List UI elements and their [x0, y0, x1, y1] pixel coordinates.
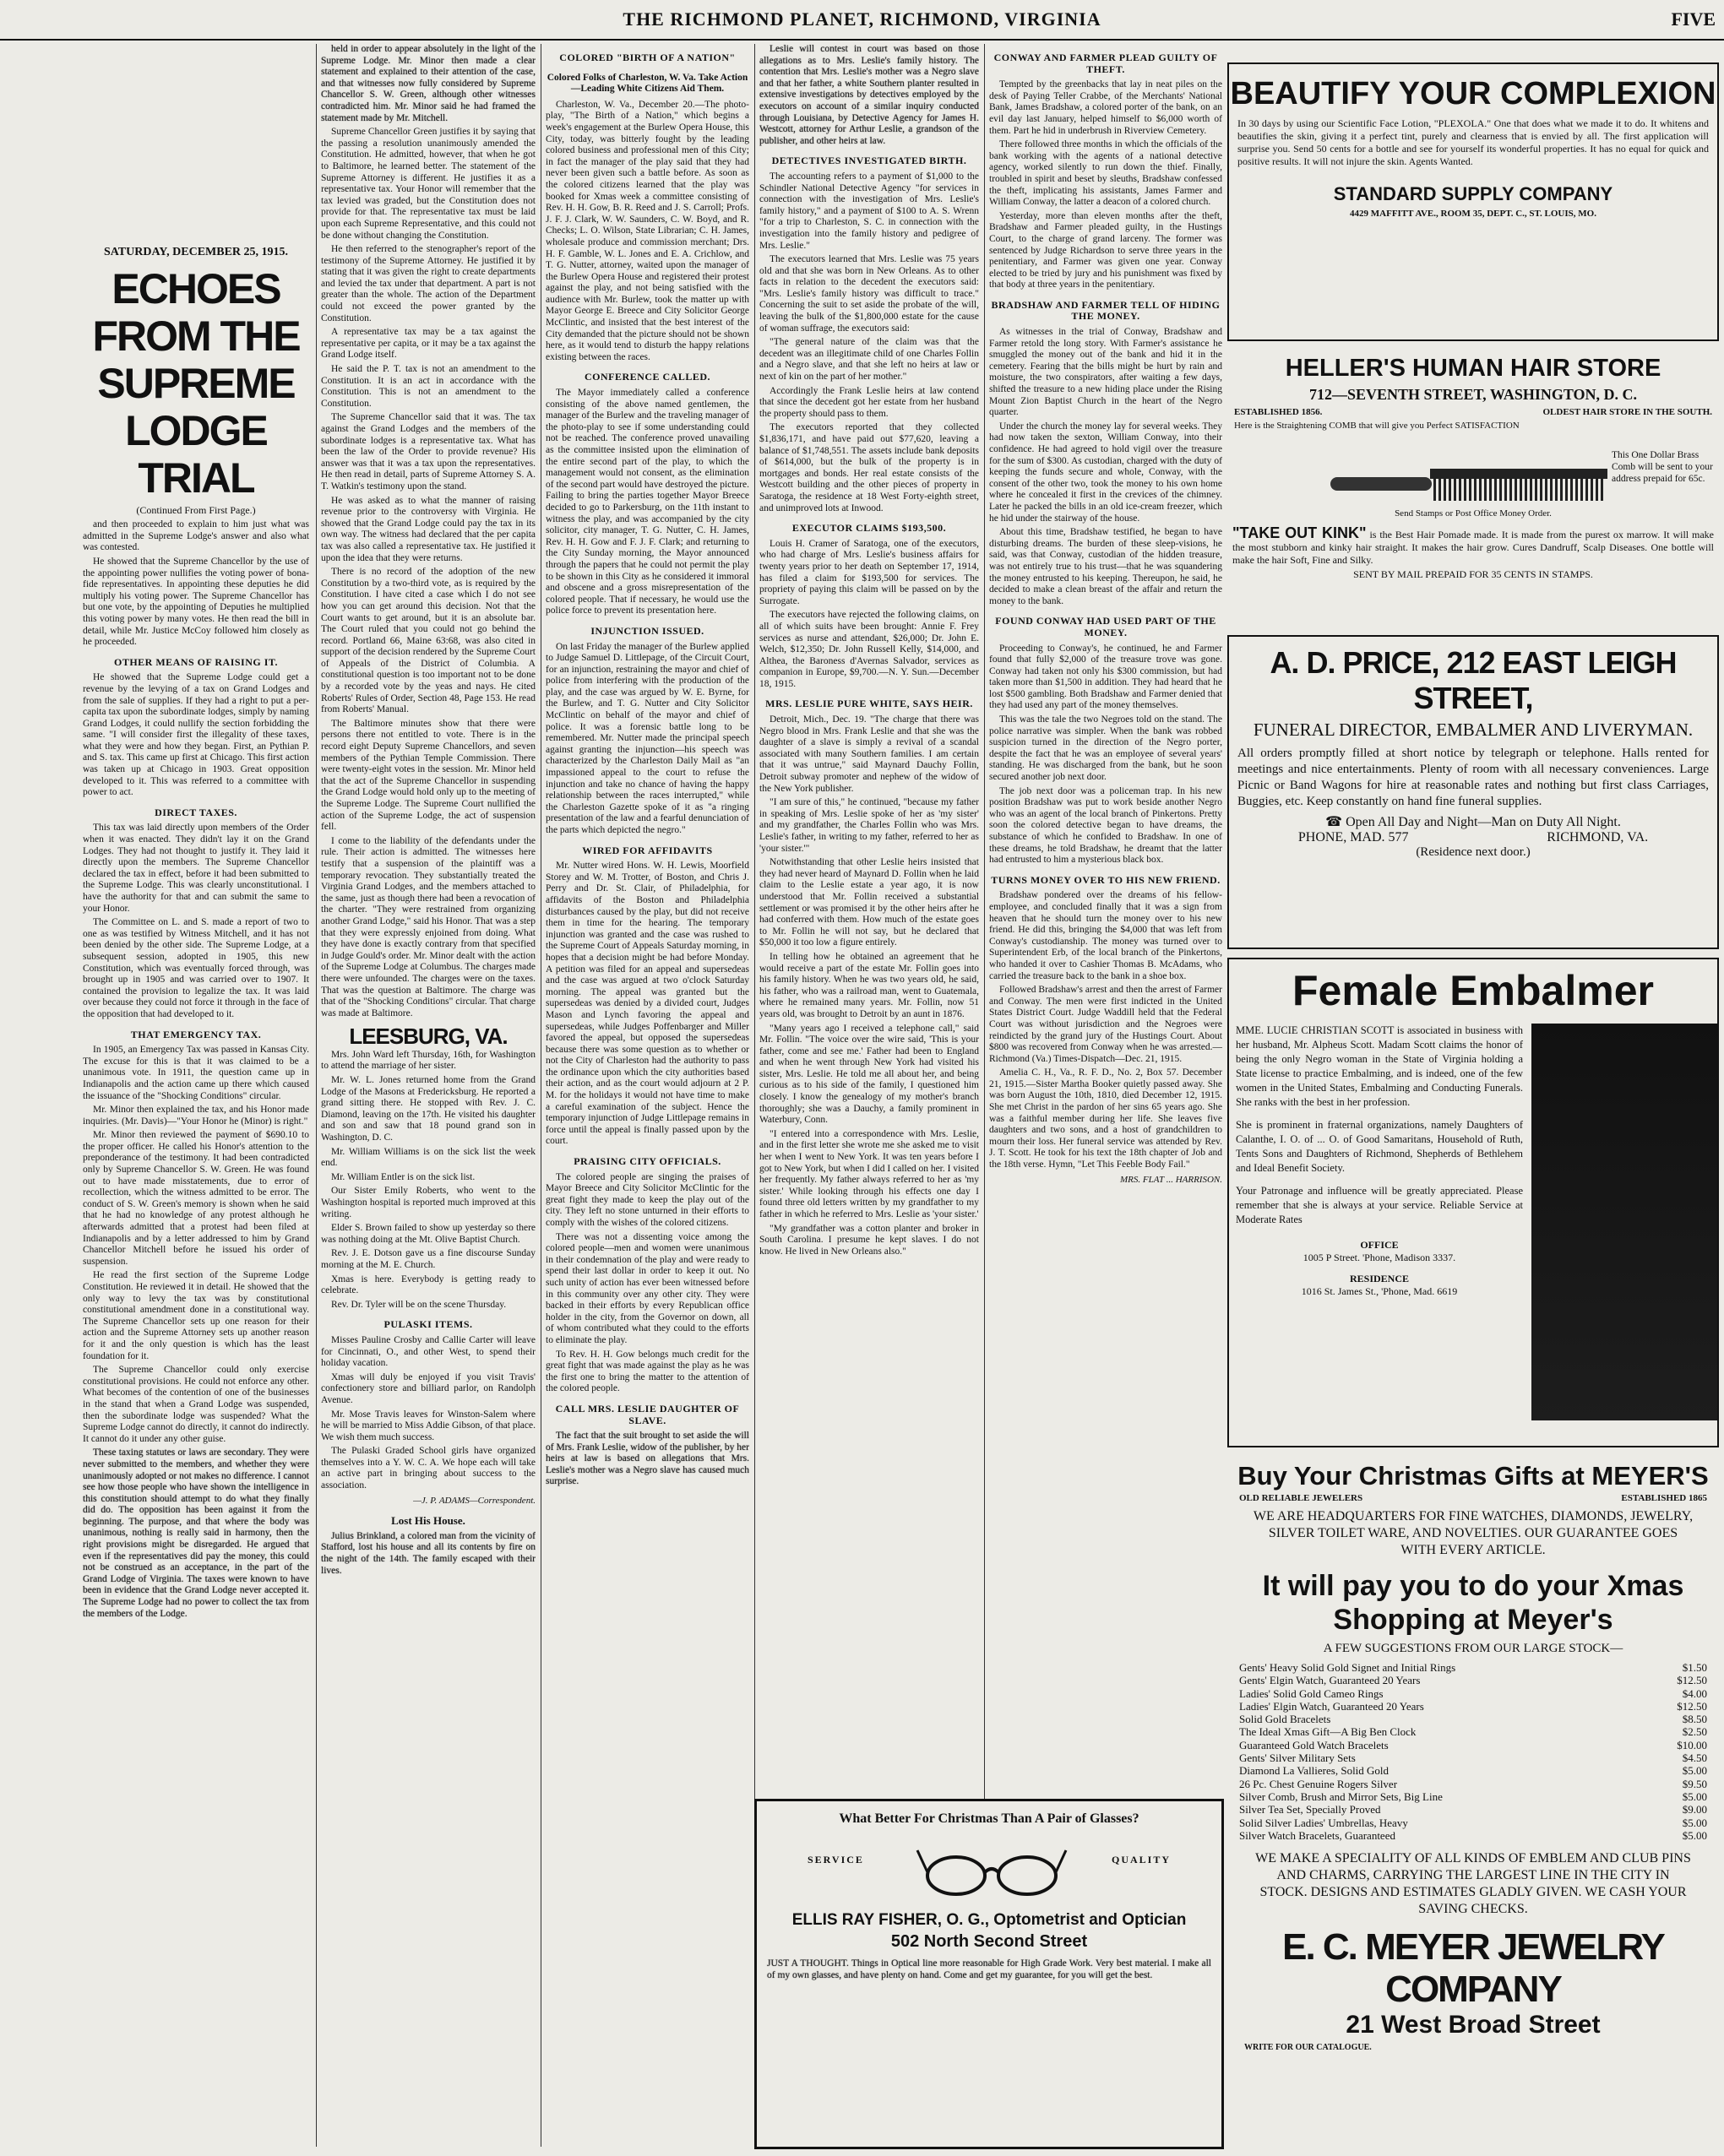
embalmer-ad-body: MME. LUCIE CHRISTIAN SCOTT is associated in business with her husband, Mr. Alpheus Scott. Madam Scott claims the honor of being the only Negro woman in the State of Virginia holding a State license to practice Embalming, and is indeed, one of the few women in the United States, Embalming and Conducting Funerals. She ranks with the best in her profession.: [1236, 1024, 1523, 1108]
column-5: [989, 44, 1222, 1792]
comb-tooth: [1444, 479, 1446, 501]
eyeglasses-icon: [916, 1842, 1068, 1901]
subheading: CALL MRS. LESLIE DAUGHTER OF SLAVE.: [555, 1402, 740, 1426]
embalmer-ad-residence-label: RESIDENCE: [1349, 1273, 1410, 1284]
comb-tooth: [1540, 479, 1542, 501]
heller-ad-title: HELLER'S HUMAN HAIR STORE: [1285, 355, 1661, 382]
price-list-item: [1239, 1803, 1707, 1816]
paragraph: "I entered into a correspondence with Mrs. Leslie, and in the first letter she wrote me she asked me to visit her when I went to New York. It was ten years before I got to New York, but when I did I called on her. I visited her frequently. My father always referred to her as 'my sister.' While looking through his effects one day I found three old letters written by my grandfather to my father in which he referred to Mrs. Leslie as 'your sister.': [759, 1128, 979, 1219]
paragraph: Amelia C. H., Va., R. F. D., No. 2, Box 57. December 21, 1915.—Sister Martha Booker quietly passed away. She was born August the 10th, 1810, died December 12, 1915. She met Christ in the pardon of her sins 65 years ago. She was a faithful member during her life. She leaves five daughters and two sons, and a host of grandchildren to mourn their loss. Her funeral service was attended by Rev. J. T. Scott. He took for his text the 18th chapter of Job and the 18th verse. Hymn, "Let This Feeble Body Fail.": [989, 1067, 1222, 1170]
meyer-ad-pay: It will pay you to do your Xmas Shopping at Meyer's: [1262, 1570, 1684, 1636]
price-list-item-price: $12.50: [1677, 1674, 1707, 1687]
price-list-item: [1239, 1661, 1707, 1674]
paragraph: There was not a dissenting voice among the colored people—men and women were unanimous in their condemnation of the play and were ready to spend their last dollar in order to keep it out. No such unity of action has ever been witnessed before in this community over any other city. They were backed in their efforts by every Republican office holder in the city, from the Governor on down, all of whom contributed what they could to the efforts to eliminate the play.: [546, 1231, 749, 1345]
subheading: DIRECT TAXES.: [155, 806, 237, 818]
paragraph: He showed that the Supreme Lodge could get a revenue by the levying of a tax on Grand Lodges and from the sale of supplies. If they had a right to put a per-capita tax upon the subordinate lodges, simply by naming Grand Lodges, it could nullify the section forbidding the same. "I will consider first the illegality of these taxes, what they were and how they began. First, an Pythian P. and S. tax. This came up first at Chicago. This first action was taken up at Chicago in 1903. Great opposition developed to it. This was referred to a committee with power to act.: [83, 672, 309, 798]
paragraph: The colored people are singing the praises of Mayor Breece and City Solicitor McClintic for the great fight they made to keep the play out of the city. They left no stone unturned in their efforts to comply with the wishes of the colored citizens.: [546, 1171, 749, 1228]
price-list-item-price: $4.50: [1682, 1751, 1707, 1765]
paragraph: Misses Pauline Crosby and Callie Carter will leave for Cincinnati, O., and other West, to spend their holiday vacation.: [321, 1334, 536, 1369]
masthead-title: THE RICHMOND PLANET, RICHMOND, VIRGINIA: [623, 8, 1101, 30]
embalmer-ad-organizations: She is prominent in fraternal organizations, namely Daughters of Calanthe, I. O. of ... O. of Good Samaritans, Household of Ruth, Tents Sons and Daughters of Richmond, Shepherds of Bethlehem and Ideal Benefit Society.: [1236, 1119, 1523, 1174]
embalmer-ad-residence: 1016 St. James St., 'Phone, Mad. 6619: [1301, 1285, 1458, 1297]
paragraph: About this time, Bradshaw testified, he began to have disturbing dreams. The burden of these sleep-visions, he said, was that Conway, custodian of the hidden treasure, was not entirely true to his trust—that he was squandering the money entrusted to his keeping. Thereupon, he said, he decided to make a clean breast of the affair and return the money to the bank.: [989, 527, 1222, 606]
price-list-item-name: Silver Tea Set, Specially Proved: [1239, 1803, 1381, 1817]
issue-date: SATURDAY, DECEMBER 25, 1915.: [103, 246, 289, 258]
advertisement-column: [1227, 44, 1719, 2151]
comb-icon: [1330, 462, 1609, 504]
heller-ad-kink-body: is the Best Hair Pomade made. It is made from the purest ox marrow. It will make the most stubborn and kinky hair straight. It makes the hair grow. Cures Dandruff, Scalp Diseases. One bottle will make the hair Soft, Fine and Silky.: [1232, 529, 1714, 566]
heller-ad-oldest: OLDEST HAIR STORE IN THE SOUTH.: [1542, 407, 1712, 417]
column-1: [83, 44, 309, 2147]
price-list-item-name: 26 Pc. Chest Genuine Rogers Silver: [1239, 1777, 1398, 1790]
paragraph: Under the church the money lay for several weeks. They had now taken the sexton, William Conway, into their confidence. He had agreed to hold vigil over the treasure for the sum of $300. As custodian, charged with the duty of keeping the funds secure and whole, Conway, with the consent of the other two, took the money to his own home where he concealed it first in the crevices of the chimney. Later he packed the bills in an old ice-cream freezer, which he hid under the stairway of the house.: [989, 421, 1222, 524]
paragraph: Mr. Minor then reviewed the payment of $690.10 to the proper officer. He called his Honor's attention to the preponderance of the testimony. It had been contradicted only by Supreme Chancellor S. W. Green. He was found out to have made misstatements, due to error of recollection, which the witness admitted to be error. The conduct of S. W. Green's memory is shown when he said that he had no knowledge of any protest although he afterwards admitted that a protest had been filed at Indianapolis and by a letter addressed to him by Grand Chancellor Mitchell before he issued his order of suspension.: [83, 1130, 309, 1267]
comb-tooth: [1449, 479, 1451, 501]
meyer-ad-headquarters: WE ARE HEADQUARTERS FOR FINE WATCHES, DIAMONDS, JEWELRY, SILVER TOILET WARE, AND NOVELTIES. OUR GUARANTEE GOES WITH EVERY ARTICLE.: [1253, 1509, 1694, 1557]
price-list-item-name: Solid Silver Ladies' Umbrellas, Heavy: [1239, 1816, 1408, 1829]
comb-tooth: [1504, 479, 1507, 501]
paragraph: Followed Bradshaw's arrest and then the arrest of Farmer and Conway. The men were first indicted in the United States District Court. Judge Waddill held that the Federal Court was without jurisdiction and the Negroes were reindicted by the grand jury of the Hustings Court. About $800 was recovered from Conway when he was arrested.—Richmond (Va.) Times-Dispatch—Dec. 21, 1915.: [989, 985, 1222, 1064]
subheading: EXECUTOR CLAIMS $193,500.: [791, 522, 947, 535]
subheading: FOUND CONWAY HAD USED PART OF THE MONEY.: [995, 615, 1216, 638]
paragraph: As witnesses in the trial of Conway, Bradshaw and Farmer retold the long story. With Farmer's assistance he smuggled the money out of the bank and hid it in the cemetery. Fearing that the bills might be hurt by rain and moisture, the two conspirators, after waiting a few days, shifted the treasure to a new hiding place under the Rising Mount Zion Baptist Church in the heart of the Negro quarter.: [989, 327, 1222, 418]
comb-tooth: [1535, 479, 1537, 501]
price-list-item-price: $5.00: [1682, 1828, 1707, 1842]
price-list-item-price: $5.00: [1682, 1816, 1707, 1829]
paragraph: Rev. J. E. Dotson gave us a fine discourse Sunday morning at the M. E. Church.: [321, 1248, 536, 1270]
subheading: THAT EMERGENCY TAX.: [130, 1028, 262, 1040]
price-list-item: [1239, 1739, 1707, 1751]
paragraph: These taxing statutes or laws are secondary. They were never submitted to the members, and whether they were unanimously adopted or not makes no difference. I cannot see how those people who have shown the intelligence in this constitution should attempt to do what they finally did do. The opposition has been against it from the beginning. The purpose, and that where the body was unanimous, nothing is really said in harmony, then the right provisions might be disregarded. He argued that even if the representatives did pay the money, this could not be construed as an acceptance, in the part of the Grand Lodge of Virginia. The taxes were known to have been in evidence that the Grand Lodge never accepted it. The Supreme Lodge had no power to collect the tax from the members of the Lodge.: [83, 1447, 309, 1619]
price-list-item-name: Gents' Elgin Watch, Guaranteed 20 Years: [1239, 1674, 1421, 1687]
headline: ECHOES FROM THE SUPREME LODGE TRIAL: [92, 264, 300, 502]
price-list-item-name: Solid Gold Bracelets: [1239, 1713, 1331, 1726]
price-ad-open: Open All Day and Night—Man on Duty All Night.: [1346, 815, 1621, 829]
subheading: INJUNCTION ISSUED.: [590, 624, 704, 637]
heller-ad-stamps: Send Stamps or Post Office Money Order.: [1395, 508, 1552, 519]
price-list-item-price: $10.00: [1677, 1738, 1707, 1751]
paragraph: On last Friday the manager of the Burlew applied to Judge Samuel D. Littlepage, of the Circuit Court, for an injunction, restraining the mayor and chief of police from interfering with the production of the play, and the case was argued by W. E. Byrne, for the Burlew, and T. G. Nutter and City Solicitor McClintic on behalf of the mayor and chief of police. It was a forensic battle long to be remembered. Mr. Nutter made the principal speech against granting the injunction—his speech was characterized by the Charleston Daily Mail as "an impassioned appeal to the court to refuse the injunction and take no chance of having the happy relationship between the races interrupted," while the Charleston Gazette spoke of it as "a ringing presentation of the law and a fearful denunciation of the parts which depicted the negro.": [546, 641, 749, 835]
paragraph: held in order to appear absolutely in the light of the Supreme Lodge. Mr. Minor then made a clear statement and explained to their attention of the case, and that witnesses now fully considered by Supreme Chancellor S. W. Green, although other witnesses contradicted him. Mr. Minor said he had framed the statement made by Mr. Mitchell.: [321, 44, 536, 123]
beautify-ad-company: STANDARD SUPPLY COMPANY: [1333, 183, 1613, 204]
heller-ad-kink-head: "TAKE OUT KINK": [1232, 524, 1367, 541]
subheading: PULASKI ITEMS.: [383, 1318, 473, 1331]
comb-tooth: [1591, 479, 1593, 501]
paragraph: This was the tale the two Negroes told on the stand. The police narrative was simpler. When the bank was robbed suspicion turned in the direction of the Negro porter, despite the fact that he was an employee of several years' standing. He was discharged from the bank, but he soon secured another job next door.: [989, 714, 1222, 783]
price-list-item-price: $12.50: [1677, 1699, 1707, 1713]
paragraph: The executors reported that they collected $1,836,171, and have paid out $77,620, leaving a balance of $1,748,551. The assets include bank deposits of $614,000, but the bulk of the property is in mortgages and bonds. Her real estate consists of the Westcott building and the other pieces of property in Saratoga, the residence at 18 West Forty-eighth street, and unimproved lots at Inwood.: [759, 422, 979, 513]
paragraph: "The general nature of the claim was that the decedent was an illegitimate child of one Charles Follin and a Negro slave, and that she left no heirs at law or next of kin on the part of her mother.": [759, 337, 979, 383]
price-list-item-name: Ladies' Elgin Watch, Guaranteed 20 Years: [1239, 1699, 1424, 1713]
comb-tooth: [1575, 479, 1578, 501]
price-ad-phone: PHONE, MAD. 577: [1297, 830, 1409, 844]
glasses-ad-service: SERVICE: [808, 1854, 864, 1865]
embalmer-ad-office-label: OFFICE: [1360, 1239, 1399, 1251]
subheading: PRAISING CITY OFFICIALS.: [574, 1155, 721, 1168]
article-subhead: Colored Folks of Charleston, W. Va. Take Action—Leading White Citizens Aid Them.: [547, 72, 748, 95]
paragraph: The Supreme Chancellor could only exercise constitutional provisions. He could not enforce any other. What becomes of the contention of one of the businesses in the stand that when a Grand Lodge was suspended, then the subordinate lodge was suspended? What the Supreme Lodge cannot do directly, it cannot do indirectly. It cannot do it under any other guise.: [83, 1365, 309, 1444]
signature: MRS. FLAT ... HARRISON.: [1120, 1174, 1222, 1185]
comb-tooth: [1454, 479, 1456, 501]
comb-tooth: [1525, 479, 1527, 501]
paragraph: There is no record of the adoption of the new Constitution by a two-third vote, as is required by the Constitution. I have cited a case which I do not see how you can get around this decision. Not that the Court wants to get around, but it is an absolute bar. The Court ruled that you could not go behind the record. Portland 66, Maine 63:68, was also cited in support of the decision rendered by the Supreme Court of Appeals of the District of Columbia. A constitutional question is too important not to be done by a recorded vote by the yeas and nays. He cited Roberts' Rules of Order, Section 48, Page 153. He read from Roberts' Manual.: [321, 567, 536, 715]
glasses-ad-quality: QUALITY: [1111, 1854, 1171, 1865]
comb-tooth: [1555, 479, 1558, 501]
price-list-item-price: $5.00: [1682, 1764, 1707, 1778]
price-ad-residence: (Residence next door.): [1416, 845, 1531, 859]
paragraph: He then referred to the stenographer's report of the testimony of the Supreme Attorney. He justified it by stating that it was given the right to create departments and levied the tax under that department. A part is not greater than the whole. The action of the Department could not exceed the power granted by the Constitution.: [321, 244, 536, 323]
comb-tooth: [1479, 479, 1482, 501]
phone-icon: ☎: [1325, 815, 1343, 829]
comb-tooth: [1433, 479, 1436, 501]
paragraph: A representative tax may be a tax against the representative per capita, or it may be a tax against the Grand Lodge itself.: [321, 327, 536, 361]
comb-tooth: [1469, 479, 1471, 501]
meyer-ad-reliable: OLD RELIABLE JEWELERS: [1239, 1493, 1363, 1503]
comb-tooth: [1489, 479, 1492, 501]
heller-ad: [1227, 348, 1719, 627]
paragraph: Our Sister Emily Roberts, who went to the Washington hospital is reported much improved at this writing.: [321, 1186, 536, 1219]
paragraph: He was asked as to what the manner of raising revenue prior to the controversy with Virginia. He showed that the Grand Lodge could pay the tax in its own way. The witness had declared that the per capita tax was also called a representative tax. He justified it upon the idea that they were returns.: [321, 495, 536, 563]
paragraph: Yesterday, more than eleven months after the theft, Bradshaw and Farmer pleaded guilty, in the Hustings Court, to the charge of grand larceny. The former was sentenced by Judge Richardson to serve three years in the penitentiary, and Farmer was given one year. Conway elected to be tried by jury and his punishment was fixed by that body at three years in the penitentiary.: [989, 210, 1222, 291]
paragraph: Mr. Minor then explained the tax, and his Honor made inquiries. (Mr. Davis)—"Your Honor he (Minor) is right.": [83, 1105, 309, 1127]
paragraph: "I am sure of this," he continued, "because my father in speaking of Mrs. Leslie spoke of her as 'my sister' and my grandfather, the Charles Follin who was Mrs. Leslie's father, in writing to my father, referred to her as 'your sister.'": [759, 797, 979, 854]
paragraph: Supreme Chancellor Green justifies it by saying that the passing a resolution unanimously amended the Constitution. He admitted, however, that when he got to Baltimore, he learned better. The statement of the Supreme Attorney is different. He justifies it as a representative tax. Your Honor will remember that the tax levied was graded, but the Constitution does not provide for that. The representative tax must be laid upon each Supreme Representative, and this could not be done without changing the Constitution.: [321, 127, 536, 241]
paragraph: Elder S. Brown failed to show up yesterday so there was nothing doing at the Mt. Olive Baptist Church.: [321, 1223, 536, 1245]
price-list-item-name: Gents' Silver Military Sets: [1239, 1751, 1356, 1765]
comb-tooth: [1484, 479, 1487, 501]
paragraph: In 1905, an Emergency Tax was passed in Kansas City. The excuse for this is that it was claimed to be a unanimous vote. In 1911, the question came up in Indianapolis and the action came up there which caused the issuance of the "Shocking Conditions" circular.: [83, 1045, 309, 1101]
paragraph: In telling how he obtained an agreement that he would receive a part of the estate Mr. Follin goes into his family history. When he was two years old, he said, his father, who was a railroad man, went to Guatemala, where he remained many years. Mr. Follin, now 51 years old, was brought to Detroit by an aunt in 1876.: [759, 951, 979, 1019]
comb-tooth: [1580, 479, 1583, 501]
comb-tooth: [1520, 479, 1522, 501]
paragraph: The accounting refers to a payment of $1,000 to the Schindler National Detective Agency "for services in connection with the investigation of Mrs. Leslie's family history," and a payment of $100 to A. S. Wrenn "for a trip to Charleston, S. C. in connection with the investigation into the family history and pedigree of Mrs. Leslie.": [759, 171, 979, 251]
price-list-item-name: Silver Watch Bracelets, Guaranteed: [1239, 1828, 1395, 1842]
beautify-ad-body: In 30 days by using our Scientific Face Lotion, "PLEXOLA." One that does what we made it to do. It whitens and beautifies the skin, giving it a perfect tint, purely and clearness that is envied by all. The first application will surprise you. Send 50 cents for a bottle and see for yourself its wonderful properties. It has no equal for quick and positive results. It will not injure the skin. Agents Wanted.: [1237, 117, 1709, 167]
comb-tooth: [1550, 479, 1553, 501]
glasses-ad: [754, 1799, 1224, 2149]
paragraph: He read the first section of the Supreme Lodge Constitution. He reviewed it in detail. He showed that the only way to levy the tax was by constitutional constitutional amendment done in a constitutional way. The Supreme Chancellor sets up one reason for their action and the Supreme Attorney sets up another reason for it and the only question is which has the least foundation for it.: [83, 1270, 309, 1361]
paragraph: Mr. W. L. Jones returned home from the Grand Lodge of the Masons at Fredericksburg. He reported a grand sitting there. He stopped with Rev. J. C. Diamond, leaving on the 17th. He visited his daughter and son and saw that 18 pound grand son in Washington, D. C.: [321, 1075, 536, 1143]
paragraph: Julius Brinkland, a colored man from the vicinity of Stafford, lost his house and all its contents by fire on the night of the 14th. The family escaped with their lives.: [321, 1530, 536, 1576]
paragraph: Mrs. John Ward left Thursday, 16th, for Washington to attend the marriage of her sister.: [321, 1049, 536, 1072]
comb-tooth: [1585, 479, 1588, 501]
paragraph: There followed three months in which the officials of the bank working with the agents of a national detective agency, worked silently to run down the thief. Finally, troubled in spirit and beset by sleuths, Bradshaw confessed the theft, implicating his assistants, James Farmer and William Conway, the latter a deacon of a colored church.: [989, 139, 1222, 208]
price-list-item-name: The Ideal Xmas Gift—A Big Ben Clock: [1239, 1725, 1417, 1739]
price-list-item: [1239, 1713, 1707, 1725]
article-headline: CONWAY AND FARMER PLEAD GUILTY OF THEFT.: [993, 52, 1218, 75]
column-4: [759, 44, 979, 1792]
price-list-item-price: $8.50: [1682, 1713, 1707, 1726]
comb-tooth: [1464, 479, 1466, 501]
price-list-item-price: $2.50: [1682, 1725, 1707, 1739]
masthead: [0, 5, 1724, 41]
paragraph: Mr. William Williams is on the sick list the week end.: [321, 1146, 536, 1169]
comb-tooth: [1565, 479, 1568, 501]
embalmer-ad-office: 1005 P Street. 'Phone, Madison 3337.: [1303, 1252, 1456, 1263]
price-list-item: [1239, 1674, 1707, 1686]
price-list-item: [1239, 1778, 1707, 1790]
paragraph: "My grandfather was a cotton planter and broker in South Carolina. I presume he kept slaves. I do not know. He lived in New Orleans also.": [759, 1223, 979, 1257]
comb-tooth: [1459, 479, 1461, 501]
meyer-ad-address: 21 West Broad Street: [1346, 2011, 1601, 2039]
price-list-item-name: Guaranteed Gold Watch Bracelets: [1239, 1738, 1389, 1751]
price-list-item: [1239, 1829, 1707, 1842]
price-list-item: [1239, 1751, 1707, 1764]
meyer-ad-catalogue: WRITE FOR OUR CATALOGUE.: [1244, 2043, 1372, 2053]
portrait-photo: [1531, 1024, 1717, 1420]
beautify-ad-address: 4429 MAFFITT AVE., ROOM 35, DEPT. C., ST. LOUIS, MO.: [1350, 209, 1596, 219]
price-ad-body: All orders promptly filled at short notice by telegraph or telephone. Halls rented for meetings and nice entertainments. Plenty of room with all necessary conveniences. Large Picnic or Band Wagons for hire at reasonable rates and nothing but first class Carriages, Buggies, etc. Keep constantly on hand fine funeral supplies.: [1237, 747, 1709, 808]
price-list-item-price: $9.50: [1682, 1777, 1707, 1790]
paragraph: The job next door was a policeman trap. In his new position Bradshaw was put to work beside another Negro who was an agent of the local branch of Pinkertons. Pretty soon the colored detective began to have dreams, the substance of which he confided to Bradshaw. In one of these dreams, he told Bradshaw, he dreamt that the latter had entrusted to him a mysterious black box.: [989, 785, 1222, 866]
paragraph: Rev. Dr. Tyler will be on the scene Thursday.: [331, 1299, 507, 1310]
section-heading: LEESBURG, VA.: [349, 1024, 508, 1050]
comb-tooth: [1474, 479, 1477, 501]
paragraph: Louis H. Cramer of Saratoga, one of the executors, who had charge of Mrs. Leslie's business affairs for twenty years prior to her death on September 17, 1914, has filed a claim for $193,500 for services. The propriety of paying this claim will be passed on by the Surrogate.: [759, 538, 979, 606]
meyer-price-list: [1227, 1661, 1719, 1842]
paragraph: Xmas will duly be enjoyed if you visit Travis' confectionery store and billiard parlor, on Randolph Avenue.: [321, 1371, 536, 1405]
price-ad-title: A. D. PRICE, 212 EAST LEIGH STREET,: [1270, 645, 1677, 715]
paragraph: Accordingly the Frank Leslie heirs at law contend that since the decedent got her estate from her husband the property should pass to them.: [759, 385, 979, 419]
subheading: BRADSHAW AND FARMER TELL OF HIDING THE MONEY.: [991, 298, 1221, 323]
column-rule: [316, 44, 317, 2147]
paragraph: This tax was laid directly upon members of the Order when it was enacted. They didn't lay it on the Grand Lodges. They had not thought to justify it. They laid it directly upon the members. The Supreme Chancellor declared the tax in effect, before it had been submitted to the Supreme Lodge. This was clearly unconstitutional. I have the authority for that and can submit the same to your Honor.: [83, 823, 309, 914]
meyer-ad-speciality: WE MAKE A SPECIALITY OF ALL KINDS OF EMBLEM AND CLUB PINS AND CHARMS, CARRYING THE LARGEST LINE IN THE CITY IN STOCK. DESIGNS AND ESTIMATES GLADLY GIVEN. WE CASH YOUR SAVING CHECKS.: [1255, 1851, 1691, 1917]
paragraph: He said the P. T. tax is not an amendment to the Constitution. It is an act in accordance with the Constitution. This is not an amendment to the Constitution.: [321, 364, 536, 409]
glasses-ad-body: JUST A THOUGHT. Things in Optical line more reasonable for High Grade Work. Very best material. I make all of my own glasses, and have plenty on hand. Come and get my guarantee, for you will get the best.: [767, 1958, 1211, 1980]
meyer-ad-company: E. C. MEYER JEWELRY COMPANY: [1282, 1926, 1664, 2011]
price-list-item: [1239, 1817, 1707, 1829]
embalmer-ad: [1227, 958, 1719, 1447]
paragraph: Proceeding to Conway's, he continued, he and Farmer found that fully $2,000 of the treasure trove was gone. Conway had taken not only his $300 commission, but had taken more than $1,500 in addition. They had heard that he lost $500 gambling. Both Bradshaw and Farmer denied that they had used any part of the money themselves.: [989, 643, 1222, 711]
price-ad: [1227, 635, 1719, 949]
paragraph: Xmas is here. Everybody is getting ready to celebrate.: [321, 1274, 536, 1296]
paragraph: I come to the liability of the defendants under the rule. Their action is admitted. The witnesses here testify that a suspension of the plaintiff was a temporary revocation. They substantially treated the Virginia Grand Lodges, and the members attached to the same, just as though there had been a revocation of the charter. "They were restrained from organizing another Grand Lodge," said his Honor. That was a step that they were expressly enjoined from doing. What they have done is exactly contrary from that specified in Judge Gould's order. Mr. Minor dealt with the action of the Supreme Lodge at Columbus. The charges made there were unfounded. The charges were on the taxes. That was the question at Baltimore. The charge was that of the "Shocking Conditions" circular. That charge was made at Baltimore.: [321, 835, 536, 1018]
subheading: OTHER MEANS OF RAISING IT.: [113, 655, 279, 668]
price-list-item: [1239, 1725, 1707, 1738]
subheading: DETECTIVES INVESTIGATED BIRTH.: [771, 155, 967, 167]
price-list-item-price: $9.00: [1682, 1803, 1707, 1817]
comb-tooth: [1494, 479, 1497, 501]
meyer-ad-suggestions: A FEW SUGGESTIONS FROM OUR LARGE STOCK—: [1323, 1642, 1623, 1655]
meyer-ad-title: Buy Your Christmas Gifts at MEYER'S: [1237, 1461, 1709, 1491]
page-number: FIVE: [1671, 8, 1716, 30]
heller-ad-comb-line: Here is the Straightening COMB that will give you Perfect SATISFACTION: [1234, 421, 1520, 431]
paragraph: Mr. Nutter wired Hons. W. H. Lewis, Moorfield Storey and W. M. Trotter, of Boston, and Chris J. Perry and Dr. St. Clair, of Philadelphia, for affidavits of the Boston and Philadelphia disturbances caused by the play, but did not receive them in time for the hearing. The temporary injunction was granted and the case was rushed to the Supreme Court of Appeals Saturday morning, in hopes that a decision might be had before Monday. A petition was filed for an appeal and supersedeas and the case was argued at two o'clock Saturday morning. The appeal was granted but the supersedeas was denied by a divided court, Judges Mason and Lynch favoring the appeal and supersedeas, while Judges Poffenbarger and Miller favored the appeal, but opposed the supersedeas because there was some question as to whether or not the City of Charleston had the authority to pass the ordinance upon which the city authorities based their action, and as the court would adjourn at 2 P. M. for the holidays it would not have time to make a careful examination of the subject. Hence the temporary injunction of Judge Littlepage remains in force until the appeal is finally passed upon by the court.: [546, 861, 749, 1147]
comb-tooth: [1438, 479, 1441, 501]
heller-ad-established: ESTABLISHED 1856.: [1234, 407, 1323, 417]
paragraph: The Committee on L. and S. made a report of two to one as was testified by Witness Mitchell, and it has not been denied by the other side. The Supreme Lodge, at a subsequent session, adopted in 1905, this new Constitution, which was eventually forced through, was brought up in 1905 and was carried over to 1907. It contained the provision to legalize the tax. It was laid over because they could not force it through in the face of the opposition that had developed to it.: [83, 917, 309, 1019]
glasses-ad-address: 502 North Second Street: [890, 1932, 1088, 1951]
paragraph: The executors have rejected the following claims, on all of which suits have been brought: Annie F. Frey services as nurse and attendant, $26,000; Dr. John E. Welch, $12,350; Dr. John Russell Kelly, $14,000, and Althea, the Baroness d'Avernas Salvador, services as companion in Europe, $9,700.—N. Y. Sun.—December 18, 1915.: [759, 610, 979, 689]
price-ad-city: RICHMOND, VA.: [1547, 830, 1649, 844]
heller-ad-price: This One Dollar Brass Comb will be sent to your address prepaid for 65c.: [1612, 450, 1713, 484]
paragraph: He showed that the Supreme Chancellor by the use of the appointing power nullifies the voting power of bona-fide representatives. In appointing these deputies he did multiply his voting power. The Supreme Chancellor has but one vote, by the appointing of Deputies he multiplied this voting power by many votes. He then read the bill in detail, while Mr. Justice McCoy followed him closely as he proceeded.: [83, 556, 309, 648]
comb-tooth: [1601, 479, 1603, 501]
heller-ad-address: 712—SEVENTH STREET, WASHINGTON, D. C.: [1308, 386, 1638, 403]
paragraph: Tempted by the greenbacks that lay in neat piles on the desk of Paying Teller Crabbe, of the Merchants' National Bank, James Bradshaw, a colored porter of the bank, on an evil day last January, helped himself to $6,000 worth of them. Part he hid in underbrush in Riverview Cemetery.: [989, 79, 1222, 136]
column-3: [546, 44, 749, 2147]
article-headline: COLORED "BIRTH OF A NATION": [559, 52, 736, 63]
comb-tooth: [1545, 479, 1547, 501]
meyer-ad-established: ESTABLISHED 1865: [1621, 1493, 1707, 1503]
paragraph: Bradshaw pondered over the dreams of his fellow-employee, and concluded finally that it was a sign from heaven that he should turn the money over to his new friend. He did this, bringing the $4,000 that was left from Conway's custodianship. The money was turned over to Superintendent Erb, of the local branch of the Pinkertons, who handed it over to Cashier Thomas B. McAdams, who carried the treasure back to the bank in a shoe box.: [989, 890, 1222, 981]
paragraph: "Many years ago I received a telephone call," said Mr. Follin. "The voice over the wire said, 'This is your father, come and see me.' Father had been to England and when he went through New York had visited his sister, Mrs. Leslie. He told me all about her, and being curious as to his side of the family, I questioned him closely. I know the genealogy of my mother's branch thoroughly; she was a Dauchy, a family prominent in Waterbury, Conn.: [759, 1023, 979, 1126]
subheading: TURNS MONEY OVER TO HIS NEW FRIEND.: [991, 873, 1221, 886]
paragraph: and then proceeded to explain to him just what was admitted in the Supreme Lodge's answer and also what was contested.: [83, 519, 309, 553]
paragraph: The Pulaski Graded School girls have organized themselves into a Y. W. C. A. We hope each will take an active part in bringing about success to the association.: [321, 1446, 536, 1491]
price-list-item-price: $5.00: [1682, 1789, 1707, 1803]
subheading: MRS. LESLIE PURE WHITE, SAYS HEIR.: [765, 698, 973, 710]
price-list-item: [1239, 1790, 1707, 1803]
continued-note: (Continued From First Page.): [136, 503, 256, 516]
paragraph: Leslie will contest in court was based on those allegations as to Mrs. Leslie's family history. The contention that Mrs. Leslie's mother was a Negro slave and that her father, a white Southern planter resulted in extensive investigations by detectives employed by the executors on account of a similar inquiry conducted through Louisiana, by Detective Agency for James H. Westcott, attorney for Arthur Leslie, a grandson of the publisher, and other heirs at law.: [759, 44, 979, 146]
heller-ad-kink-price: SENT BY MAIL PREPAID FOR 35 CENTS IN STAMPS.: [1353, 568, 1593, 580]
paragraph: Mr. William Entler is on the sick list.: [331, 1171, 476, 1182]
price-ad-subtitle: FUNERAL DIRECTOR, EMBALMER AND LIVERYMAN.: [1253, 720, 1694, 740]
beautify-ad: [1227, 62, 1719, 341]
paragraph: The Baltimore minutes show that there were persons there not entitled to vote. There is in the record eight Deputy Supreme Chancellors, and seven members of the Pythian Temple Commission. There were twenty-eight votes in the session. Mr. Minor held that the act of the Supreme Chancellor in suspending the Grand Lodge would hold only up to the meeting of the Supreme Lodge. The Supreme Court nullified the action of the Supreme Lodge, the act of suspension fell.: [321, 718, 536, 833]
column-2: [321, 44, 536, 2147]
price-list-item-name: Ladies' Solid Gold Cameo Rings: [1239, 1686, 1384, 1700]
price-list-item: [1239, 1700, 1707, 1713]
embalmer-ad-service: Your Patronage and influence will be greatly appreciated. Please remember that she is always at your service. Reliable Service at Moderate Rates: [1236, 1185, 1523, 1225]
comb-tooth: [1530, 479, 1532, 501]
paragraph: The fact that the suit brought to set aside the will of Mrs. Frank Leslie, widow of the publisher, by her heirs at law is based on allegations that Mrs. Leslie's mother was a Negro slave has caused much surprise.: [546, 1431, 749, 1487]
signature: —J. P. ADAMS—Correspondent.: [413, 1495, 536, 1506]
comb-tooth: [1499, 479, 1502, 501]
paragraph: The Supreme Chancellor said that it was. The tax against the Grand Lodges and the members of the subordinate lodges is a representative tax. What has been the law of the Order to provide revenue? His answer was that it was a tax upon the representatives. He then read in detail, parts of Supreme Attorney S. A. T. Watkin's testimony upon the stand.: [321, 412, 536, 491]
paragraph: To Rev. H. H. Gow belongs much credit for the great fight that was made against the play as he was the first one to bring the matter to the attention of the colored people.: [546, 1349, 749, 1394]
subheading: Lost His House.: [391, 1514, 465, 1528]
subheading: CONFERENCE CALLED.: [584, 371, 710, 383]
meyer-ad: [1227, 1456, 1719, 2147]
glasses-ad-name: ELLIS RAY FISHER, O. G., Optometrist and Optician: [791, 1911, 1187, 1929]
subheading: WIRED FOR AFFIDAVITS: [582, 844, 713, 856]
paragraph: Detroit, Mich., Dec. 19. "The charge that there was Negro blood in Mrs. Frank Leslie and that she was the daughter of a slave is simply a revival of a scandal associated with many Southern families. I am certain that it was untrue," said Maynard Dauchy Follin, Detroit subway promoter and nephew of the widow of the New York publisher.: [759, 714, 979, 794]
beautify-ad-title: BEAUTIFY YOUR COMPLEXION: [1230, 76, 1716, 111]
paragraph: Charleston, W. Va., December 20.—The photo-play, "The Birth of a Nation," which begins a week's engagement at the Burlew Opera House, this City, today, was bitterly fought by the leading colored business and professional men of this City; in fact the manager of the play said that they had never been given such a battle before. As soon as the colored citizens learned that the play was booked for Xmas week a committee consisting of Rev. H. H. Gow, B. R. Reed and J. S. Carroll; Profs. J. F. J. Clark, W. W. Saunders, C. W. Boyd, and R. Checks; L. O. Wilson, State Librarian; C. H. James, wholesale produce and commission merchant; Drs. H. F. Gamble, W. L. Jones and E. A. Crichlow, and T. G. Nutter, attorney, waited upon the manager of the Burlew Opera House and registered their protest against the play, and not being satisfied with the audience with Mr. Burlew, took the matter up with Mayor George E. Breece and City Solicitor George McClintic, and insisted that the best interest of the City demanded that the picture should not be shown here, as it would tend to disturb the happy relations existing between the races.: [546, 99, 749, 362]
price-list-item: [1239, 1764, 1707, 1777]
embalmer-ad-title: Female Embalmer: [1292, 967, 1654, 1014]
paragraph: The executors learned that Mrs. Leslie was 75 years old and that she was born in New Orleans. As to other facts in relation to the decedent the executors said: "Mrs. Leslie's family history was difficult to trace." Concerning the suit to set aside the probate of the will, leaving the bulk of the $1,800,000 estate for the cause of woman suffrage, the executors said:: [759, 254, 979, 334]
paragraph: The Mayor immediately called a conference consisting of the above named gentlemen, the manager of the Burlew and the traveling manager of the photo-play to see if some understanding could not be reached. The conference proved unavailing as the committee insisted upon the elimination of the entire second part of the play, to which the management would not consent, as the elimination of the second part would have destroyed the picture. Failing to bring the parties together Mayor Breece decided to go to Parkersburg, on the 11th instant to witness the play, and was accompanied by the city solicitor, city manager, T. G. Nutter, C. H. James, Rev. H. H. Gow and F. J. F. Clark; and returning to the City Sunday morning, the Mayor announced through the papers that he could not permit the play to be shown in this City as he considered it immoral and obscene and a gross misrepresentation of the colored people. That if necessary, he would use the police force to prevent its presentation here.: [546, 388, 749, 616]
price-list-item-price: $1.50: [1682, 1661, 1707, 1674]
paragraph: Notwithstanding that other Leslie heirs insisted that they had never heard of Maynard D. Follin when he laid claim to the Leslie estate a year ago, it is now understood that Mr. Follin received a substantial settlement or was promised it by the other heirs after he had conferred with them. How much of the estate goes to Mr. Follin he will not say, but he declared that $50,000 it too low a figure entirely.: [759, 857, 979, 948]
paragraph: Mr. Mose Travis leaves for Winston-Salem where he will be married to Miss Addie Gibson, of that place. We wish them much success.: [321, 1409, 536, 1442]
price-list-item-name: Gents' Heavy Solid Gold Signet and Initial Rings: [1239, 1661, 1456, 1674]
price-list-item: [1239, 1687, 1707, 1700]
comb-tooth: [1515, 479, 1517, 501]
glasses-ad-headline: What Better For Christmas Than A Pair of Glasses?: [839, 1811, 1139, 1826]
comb-tooth: [1596, 479, 1598, 501]
comb-tooth: [1560, 479, 1563, 501]
price-list-item-name: Diamond La Vallieres, Solid Gold: [1239, 1764, 1390, 1778]
price-list-item-name: Silver Comb, Brush and Mirror Sets, Big Line: [1239, 1789, 1443, 1803]
comb-tooth: [1509, 479, 1512, 501]
comb-tooth: [1570, 479, 1573, 501]
price-list-item-price: $4.00: [1682, 1686, 1707, 1700]
